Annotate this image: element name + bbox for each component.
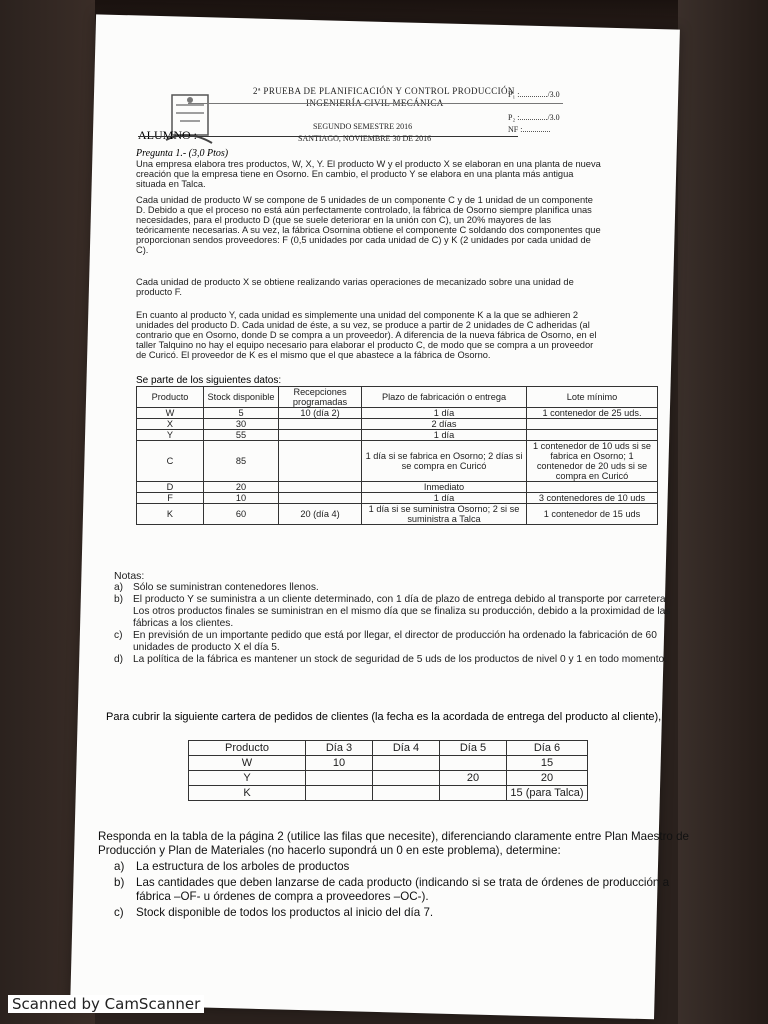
table-row: [137, 430, 658, 441]
cell-lead-time: 1 día si se suministra Osorno; 2 si se suministra a Talca: [362, 504, 527, 525]
cell-lead-time: 1 día si se fabrica en Osorno; 2 días si se compra en Curicó: [362, 441, 527, 482]
table-row: [137, 408, 658, 419]
scanner-watermark: Scanned by CamScanner: [8, 995, 204, 1013]
note-letter: c): [114, 630, 123, 641]
col-dia-3: Día 3: [306, 741, 373, 756]
cell-day-6: 15: [507, 756, 588, 771]
question-paragraph-3: Cada unidad de producto X se obtiene realizando varias operaciones de mecanizado sobre una unidad de producto F.: [136, 277, 574, 297]
table-row: [189, 756, 588, 771]
cell-day-3: 10: [306, 756, 373, 771]
exam-date: SANTIAGO, NOVIEMBRE 30 DE 2016: [298, 134, 432, 143]
col-plazo: Plazo de fabricación o entrega: [362, 387, 527, 408]
cell-stock: 30: [204, 419, 279, 430]
table-header-row: [189, 741, 588, 756]
cell-lead-time: 1 día: [362, 493, 527, 504]
table-row: [189, 771, 588, 786]
orders-intro: Para cubrir la siguiente cartera de pedidos de clientes (la fecha es la acordada de entrega del producto al cliente),: [106, 711, 662, 723]
respond-items: [114, 860, 674, 922]
item-text: La estructura de los arboles de productos: [136, 860, 350, 873]
product-data-table: [136, 386, 658, 525]
cell-lot: 3 contenedores de 10 uds: [527, 493, 658, 504]
cell-receptions: [279, 493, 362, 504]
note-item: [114, 654, 674, 666]
question-paragraph-2: Cada unidad de producto W se compone de 5 unidades de un componente C y de 1 unidad de un componente D. Debido a que el proceso no está aún perfectamente controlado, la fábrica de Osorno siempre planifica unas necesidades, para el producto D (que se suele deteriorar en la unión con C), un 20% mayores de las teóricamente necesarias. A su vez, la fábrica Osornina obtiene el componente C soldando dos componentes que proporcionan sendos proveedores: F (0,5 unidades por cada unidad de C) y K (2 unidades por cada unidad de C).: [136, 195, 601, 255]
university-logo-icon: [158, 85, 220, 155]
cell-receptions: [279, 430, 362, 441]
cell-product: C: [137, 441, 204, 482]
respond-intro: Responda en la tabla de la página 2 (utilice las filas que necesite), diferenciando claramente entre Plan Maestro de Producción y Plan de Materiales (no hacerlo supondrá un 0 en este problema), determine:: [98, 830, 689, 857]
cell-product: X: [137, 419, 204, 430]
cell-receptions: [279, 419, 362, 430]
score-p2: P₂ :............../3.0: [508, 113, 560, 122]
note-text: El producto Y se suministra a un cliente determinado, con 1 día de plazo de entrega debido al transporte por carretera. Los otros productos finales se suministran en el mismo día que se finaliza su producción, debido a la proximidad de las fábricas a los clientes.: [133, 594, 671, 629]
note-text: Sólo se suministran contenedores llenos.: [133, 582, 319, 593]
document-page: [78, 30, 689, 1000]
note-text: En previsión de un importante pedido que está por llegar, el director de producción ha ordenado la fabricación de 60 unidades de producto X el día 5.: [133, 630, 657, 653]
note-item: [114, 582, 674, 594]
col-producto: Producto: [189, 741, 306, 756]
cell-receptions: [279, 482, 362, 493]
col-stock: Stock disponible: [204, 387, 279, 408]
col-dia-4: Día 4: [373, 741, 440, 756]
background-right: [678, 0, 768, 1024]
cell-stock: 5: [204, 408, 279, 419]
cell-stock: 20: [204, 482, 279, 493]
table-row: [189, 786, 588, 801]
student-label: ALUMNO :: [138, 128, 197, 142]
item-letter: b): [114, 876, 125, 889]
table-row: [137, 504, 658, 525]
cell-lot: [527, 419, 658, 430]
table-header-row: [137, 387, 658, 408]
score-p1: P₁ :............../3.0: [508, 90, 560, 99]
item-text: Las cantidades que deben lanzarse de cada producto (indicando si se trata de órdenes de producción a fábrica –OF- u órdenes de compra a proveedores –OC-).: [136, 876, 670, 903]
cell-day-6: 15 (para Talca): [507, 786, 588, 801]
data-intro: Se parte de los siguientes datos:: [136, 375, 282, 386]
col-dia-5: Día 5: [440, 741, 507, 756]
table-row: [137, 441, 658, 482]
header-divider: [188, 103, 563, 104]
cell-lead-time: 2 días: [362, 419, 527, 430]
question-paragraph-4: En cuanto al producto Y, cada unidad es simplemente una unidad del componente K a la que se adhieren 2 unidades del producto D. Cada unidad de éste, a su vez, se produce a partir de 2 unidades de C adheridas (al contrario que en Osorno, donde D se compra a un proveedor). A diferencia de la nueva fábrica de Osorno, en el taller Talquino no hay el equipo necesario para elaborar el producto C, de modo que se compra a un proveedor de Curicó. El proveedor de K es el mismo que el que abastece a la fábrica de Osorno.: [136, 310, 597, 360]
cell-lead-time: 1 día: [362, 430, 527, 441]
respond-item: [114, 860, 674, 874]
cell-day-4: [373, 786, 440, 801]
cell-stock: 85: [204, 441, 279, 482]
cell-day-6: 20: [507, 771, 588, 786]
cell-lead-time: 1 día: [362, 408, 527, 419]
cell-lot: [527, 482, 658, 493]
item-text: Stock disponible de todos los productos al inicio del día 7.: [136, 906, 434, 919]
cell-stock: 10: [204, 493, 279, 504]
cell-lot: 1 contenedor de 25 uds.: [527, 408, 658, 419]
cell-receptions: 10 (día 2): [279, 408, 362, 419]
cell-day-4: [373, 756, 440, 771]
cell-day-3: [306, 771, 373, 786]
note-letter: b): [114, 594, 124, 605]
cell-product: Y: [137, 430, 204, 441]
cell-lot: 1 contenedor de 15 uds: [527, 504, 658, 525]
note-text: La política de la fábrica es mantener un stock de seguridad de 5 uds de los productos de nivel 0 y 1 en todo momento.: [133, 654, 668, 665]
note-item: [114, 630, 674, 654]
cell-lot: [527, 430, 658, 441]
cell-product: F: [137, 493, 204, 504]
orders-table: [188, 740, 588, 801]
cell-day-4: [373, 771, 440, 786]
cell-product: D: [137, 482, 204, 493]
cell-day-5: 20: [440, 771, 507, 786]
exam-title: 2ª PRUEBA DE PLANIFICACIÓN Y CONTROL PRODUCCIÓN: [253, 86, 515, 96]
cell-product: W: [189, 756, 306, 771]
cell-product: Y: [189, 771, 306, 786]
col-lote: Lote mínimo: [527, 387, 658, 408]
score-nf: NF :..............: [508, 125, 551, 134]
table-row: [137, 419, 658, 430]
col-dia-6: Día 6: [507, 741, 588, 756]
exam-semester: SEGUNDO SEMESTRE 2016: [313, 122, 413, 131]
respond-item: [114, 876, 674, 904]
exam-program: INGENIERÍA CIVIL MECÁNICA: [306, 98, 444, 108]
cell-receptions: [279, 441, 362, 482]
table-row: [137, 493, 658, 504]
cell-product: K: [137, 504, 204, 525]
cell-day-3: [306, 786, 373, 801]
cell-lot: 1 contenedor de 10 uds si se fabrica en Osorno; 1 contenedor de 20 uds si se compra en Curicó: [527, 441, 658, 482]
cell-day-5: [440, 786, 507, 801]
cell-stock: 55: [204, 430, 279, 441]
cell-product: W: [137, 408, 204, 419]
col-producto: Producto: [137, 387, 204, 408]
notes-title: Notas:: [114, 570, 145, 582]
cell-receptions: 20 (día 4): [279, 504, 362, 525]
question-paragraph-1: Una empresa elabora tres productos, W, X, Y. El producto W y el producto X se elaboran en una planta de nueva creación que la empresa tiene en Osorno. En cambio, el producto Y se elabora en una planta más antigua situada en Talca.: [136, 159, 601, 189]
table-row: [137, 482, 658, 493]
student-name-line: [138, 136, 518, 137]
cell-product: K: [189, 786, 306, 801]
cell-stock: 60: [204, 504, 279, 525]
note-letter: d): [114, 654, 124, 665]
note-item: [114, 594, 674, 630]
cell-day-5: [440, 756, 507, 771]
cell-lead-time: Inmediato: [362, 482, 527, 493]
note-letter: a): [114, 582, 124, 593]
col-recepciones: Recepciones programadas: [279, 387, 362, 408]
item-letter: a): [114, 860, 125, 873]
item-letter: c): [114, 906, 124, 919]
respond-item: [114, 906, 674, 920]
notes-section: [114, 570, 674, 666]
question-title: Pregunta 1.- (3,0 Ptos): [136, 148, 229, 159]
